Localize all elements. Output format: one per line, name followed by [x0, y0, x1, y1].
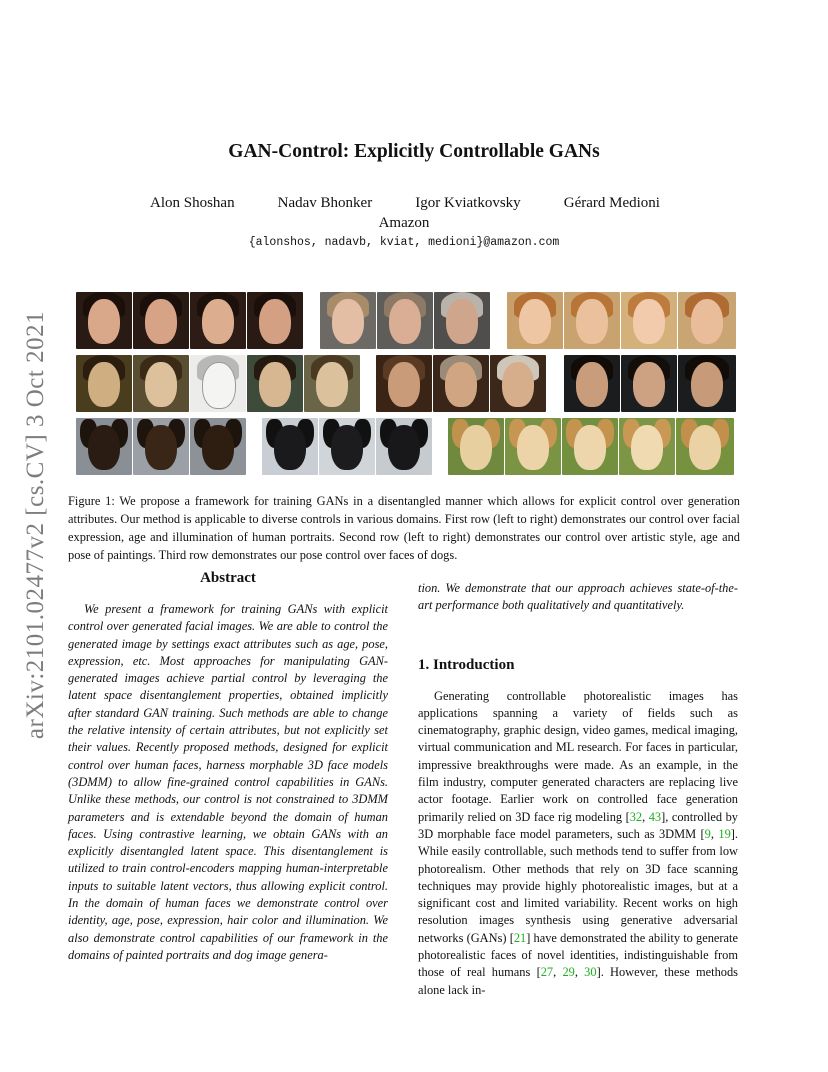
intro-text-run: , [642, 809, 649, 824]
author-name: Alon Shoshan [150, 195, 235, 211]
intro-text-run: ], controlled by 3D morphable face model parameters, such as 3DMM [ [418, 809, 738, 841]
face-thumbnail [247, 292, 303, 349]
author-emails: {alonshos, nadavb, kviat, medioni}@amazon.com [248, 236, 560, 249]
introduction-text [418, 688, 738, 999]
citation-link[interactable]: 27 [540, 965, 554, 980]
dog-thumbnail [133, 418, 189, 475]
citation-link[interactable]: 21 [513, 930, 527, 945]
dog-thumbnail [76, 418, 132, 475]
author-name: Nadav Bhonker [277, 195, 373, 211]
introduction-heading: 1. Introduction [418, 656, 515, 673]
face-thumbnail [678, 292, 736, 349]
painting-thumbnail [433, 355, 489, 412]
left-column [68, 570, 388, 964]
abstract-text: We present a framework for training GANs with explicit control over generated facial images. We are able to control the generated image by settings exact attributes such as age, pose, expression, etc. Most approaches for manipulating GAN-generated images achieve partial control by leveraging the latent space disentanglement properties, obtained implicitly after standard GAN training. Such methods are able to change the relative intensity of certain attributes, but not explicitly set their values. Recently proposed methods, designed for explicit control over human faces, harness morphable 3D face models (3DMM) to allow fine-grained control capabilities in GANs. Unlike these methods, our control is not constrained to 3DMM parameters and is extendable beyond the domain of human faces. Using contrastive learning, we obtain GANs with an explicitly disentangled latent space. This disentanglement is utilized to train control-encoders mapping human-interpretable inputs to suitable latent vectors, thus allowing explicit control. In the domain of human faces we demonstrate control over identity, age, pose, expression, hair color and illumination. We also demonstrate control capabilities of our framework in the domains of painted portraits and dog image genera- [68, 602, 388, 962]
intro-text-run: Generating controllable photorealistic images has applications spanning a variety of fields such as cinematography, graphic design, video games, medical imaging, virtual communication and ML research. For faces in particular, impressive breakthroughs were made. As an example, in the film industry, computer generated characters are replacing live actor footage. Earlier work on controlled face generation primarily relied on 3D face rig modeling [ [418, 688, 738, 824]
dog-thumbnail [376, 418, 432, 475]
abstract-continuation: tion. We demonstrate that our approach achieves state-of-the-art performance both qualitatively and quantitatively. [418, 581, 738, 613]
dog-thumbnail [562, 418, 618, 475]
painting-thumbnail [190, 355, 246, 412]
intro-text-run: ]. While easily controllable, such methods tend to suffer from low photorealism. Other methods that rely on 3D face scanning techniques may provide highly photorealistic images, but at a significant cost and limited variability. Recent works on high resolution images synthesis using generative adversarial networks (GANs) [ [418, 826, 738, 945]
intro-text-run: ]. However, these methods alone lack in- [418, 965, 738, 997]
figure-caption: Figure 1: We propose a framework for training GANs in a disentangled manner which allows for explicit control over generation attributes. Our method is applicable to diverse controls in various domains. First row (left to right) demonstrates our control over facial expression, age and illumination of human portraits. Second row (left to right) demonstrates our control over artistic style, age and pose of paintings. Third row demonstrates our pose control over faces of dogs. [68, 494, 740, 562]
citation-link[interactable]: 9 [704, 826, 711, 841]
painting-thumbnail [621, 355, 677, 412]
face-thumbnail [621, 292, 677, 349]
dog-thumbnail [505, 418, 561, 475]
dog-thumbnail [619, 418, 675, 475]
painting-thumbnail [490, 355, 546, 412]
painting-thumbnail [376, 355, 432, 412]
face-thumbnail [507, 292, 563, 349]
dog-thumbnail [448, 418, 504, 475]
dog-thumbnail [190, 418, 246, 475]
painting-thumbnail [247, 355, 303, 412]
face-thumbnail [377, 292, 433, 349]
abstract-heading: Abstract [200, 570, 256, 586]
citation-link[interactable]: 19 [718, 826, 731, 841]
face-thumbnail [564, 292, 620, 349]
author-name: Igor Kviatkovsky [415, 195, 521, 211]
intro-text-run: , [574, 965, 585, 980]
painting-thumbnail [678, 355, 736, 412]
author-list [150, 195, 660, 212]
citation-link[interactable]: 30 [584, 965, 597, 980]
face-thumbnail [76, 292, 132, 349]
figure-row-paintings [76, 355, 736, 412]
face-thumbnail [434, 292, 490, 349]
figure-row-human-faces [76, 292, 736, 349]
painting-thumbnail [133, 355, 189, 412]
face-thumbnail [190, 292, 246, 349]
citation-link[interactable]: 29 [562, 965, 575, 980]
figure-row-dogs [76, 418, 736, 475]
right-column [418, 580, 738, 999]
intro-text-run: , [710, 826, 719, 841]
painting-thumbnail [76, 355, 132, 412]
author-name: Gérard Medioni [563, 195, 660, 211]
citation-link[interactable]: 32 [629, 809, 643, 824]
dog-thumbnail [262, 418, 318, 475]
intro-text-run: ] have demonstrated the ability to generate photorealistic faces of novel identities, indistinguishable from those of real humans [ [418, 930, 738, 980]
arxiv-identifier-stamp [16, 290, 56, 760]
face-thumbnail [320, 292, 376, 349]
arxiv-identifier: arXiv:2101.02477v2 [cs.CV] 3 Oct 2021 [22, 310, 50, 740]
citation-link[interactable]: 43 [648, 809, 662, 824]
painting-thumbnail [304, 355, 360, 412]
paper-title: GAN-Control: Explicitly Controllable GANs [228, 141, 600, 162]
painting-thumbnail [564, 355, 620, 412]
intro-text-run: , [553, 965, 563, 980]
affiliation: Amazon [378, 215, 430, 231]
figure-1-image-grid [76, 292, 736, 477]
dog-thumbnail [676, 418, 734, 475]
dog-thumbnail [319, 418, 375, 475]
face-thumbnail [133, 292, 189, 349]
